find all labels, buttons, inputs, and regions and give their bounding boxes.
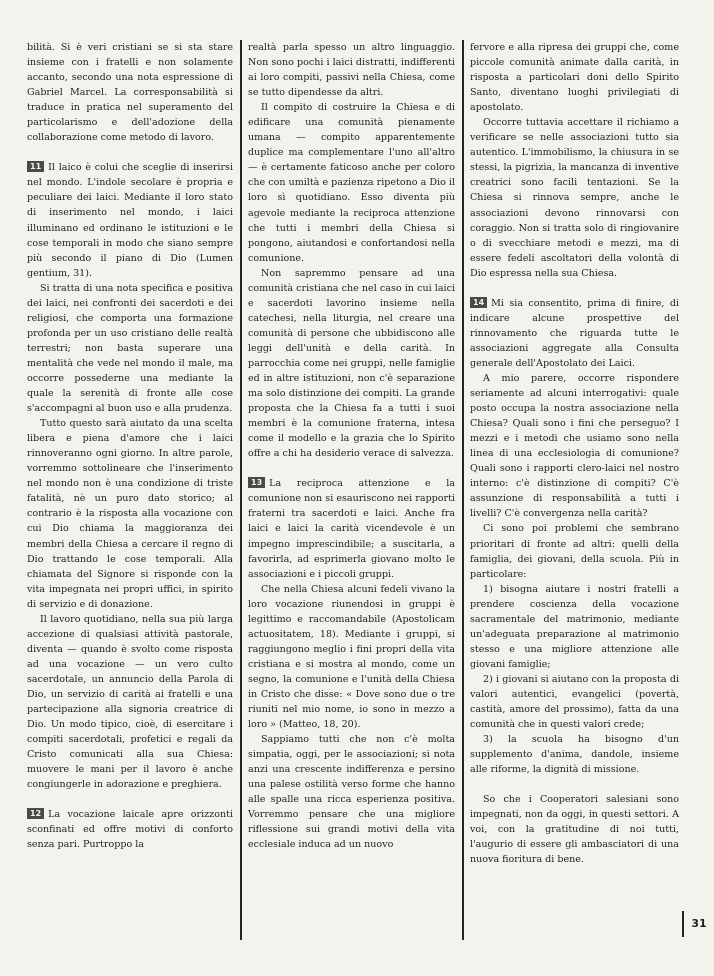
section-11-text: Il laico è colui che sceglie di inserirsi nel mondo. L'indole secolare è propria e peculiare dei laici. Mediante il loro stato di inserimento nel mondo, i laici illuminano ed ordinano le istituzioni e le cose temporali in modo che siano sempre più secondo il piano di Dio (Lumen gentium, 31). <box>27 162 233 279</box>
section-14 <box>470 296 679 371</box>
paragraph: Ci sono poi problemi che sembrano prioritari di fronte ad altri: quelli della famiglia, dei giovani, della scuola. Più in particolare: <box>470 523 679 580</box>
paragraph: fervore e alla ripresa dei gruppi che, come piccole comunità animate dalla carità, in risposta a particolari doni dello Spirito Santo, diventano luoghi privilegiati di apostolato. <box>470 42 679 114</box>
section-number-badge: 13 <box>248 477 265 488</box>
page-number: 31 <box>682 911 714 937</box>
section-12-text: La vocazione laicale apre orizzonti sconfinati ed offre motivi di conforto senza pari. Purtroppo la <box>27 809 233 851</box>
paragraph: Si tratta di una nota specifica e positiva dei laici, nei confronti dei sacerdoti e dei religiosi, che comporta una formazione profonda per un uso cristiano delle realtà terrestri; non basta superare una mentalità che vede nel mondo il male, ma occorre possederne una mediante la quale la serenità di fronte alle cose s'accompagni al buon uso e alla prudenza. <box>27 282 233 415</box>
numbered-list <box>470 582 679 778</box>
list-item: 3) la scuola ha bisogno d'un supplemento d'anima, dandole, insieme alle riforme, la dignità di missione. <box>470 734 679 776</box>
paragraph: Tutto questo sarà aiutato da una scelta libera e piena d'amore che i laici rinnoveranno ogni giorno. In altre parole, vorremmo sottolineare che l'inserimento nel mondo non è una condizione di triste fatalità, nè un puro dato storico; al contrario è la risposta alla vocazione con cui Dio chiama la maggioranza dei membri della Chiesa a cercare il regno di Dio trattando le cose temporali. Alla chiamata del Signore si risponde con la vita impegnata nei propri uffici, in spirito di servizio e di donazione. <box>27 418 233 610</box>
text-column-3 <box>470 40 679 867</box>
text-column-1 <box>27 40 233 852</box>
paragraph: Occorre tuttavia accettare il richiamo a verificare se nelle associazioni tutto sia autentico. L'immobilismo, la chiusura in se stessi, la pigrizia, la mancanza di inventive creatrici sono facili tentazioni. Se la Chiesa si rinnova sempre, anche le associazioni devono rinnovarsi con coraggio. Non si tratta solo di ringiovanire o di svecchiare metodi e mezzi, ma di essere fedeli ascoltatori della volontà di Dio espressa nella sua Chiesa. <box>470 117 679 279</box>
paragraph: Che nella Chiesa alcuni fedeli vivano la loro vocazione riunendosi in gruppi è legittimo e raccomandabile (Apostolicam actuositatem, 18). Mediante i gruppi, si raggiungono meglio i fini propri della vita cristiana e si mostra al mondo, come un segno, la comunione e l'unità della Chiesa in Cristo che disse: « Dove sono due o tre riuniti nel mio nome, io sono in mezzo a loro » (Matteo, 18, 20). <box>248 583 455 731</box>
text-column-2 <box>248 40 455 852</box>
paragraph: Il compito di costruire la Chiesa e di edificare una comunità pienamente umana — compito apparentemente duplice ma complementare l'uno all'altro — è certamente faticoso anche per coloro che con umiltà e pazienza ripetono a Dio il loro sì quotidiano. Esso diventa più agevole mediante la reciproca attenzione che tutti i membri della Chiesa si pongono, aiutandosi e confortandosi nella comunione. <box>248 102 455 264</box>
section-13-text: La reciproca attenzione e la comunione non si esauriscono nei rapporti fraterni tra sacerdoti e laici. Anche fra laici e laici la carità vicendevole è un impegno imprescindibile; a suscitarla, a favorirla, ad esprimerla giovano molto le associazioni e i piccoli gruppi. <box>248 478 455 580</box>
paragraph: A mio parere, occorre rispondere seriamente ad alcuni interrogativi: quale posto occupa la nostra associazione nella Chiesa? Quali sono i fini che perseguo? I mezzi e i metodi che usiamo sono nella linea di una ecclesiologia di comunione? Quali sono i rapporti clero-laici nel nostro interno: c'è distinzione di compiti? C'è assunzione di responsabilità a tutti i livelli? C'è convergenza nella carità? <box>470 372 679 520</box>
closing-paragraph: So che i Cooperatori salesiani sono impegnati, non da oggi, in questi settori. A voi, con la gratitudine di noi tutti, l'augurio di essere gli ambasciatori di una nuova fioritura di bene. <box>470 794 679 866</box>
column-divider <box>462 40 464 940</box>
section-number-badge: 12 <box>27 808 44 819</box>
section-13 <box>248 476 455 581</box>
list-item: 2) i giovani si aiutano con la proposta di valori autentici, evangelici (povertà, castità, amore del prossimo), fatta da una comunità che in questi valori crede; <box>470 673 679 731</box>
section-11 <box>27 160 233 280</box>
paragraph: Il lavoro quotidiano, nella sua più larga accezione di qualsiasi attività pastorale, diventa — quando è svolto come risposta ad una vocazione — un vero culto sacerdotale, un annuncio della Parola di Dio, un servizio di carità ai fratelli e una partecipazione alla signoria creatrice di Dio. Un modo tipico, cioè, di esercitare i compiti sacerdotali, profetici e regali da Cristo comunicati alla sua Chiesa: muovere le mani per il lavoro è anche congiungerle in adorazione e preghiera. <box>27 613 233 791</box>
section-number-badge: 11 <box>27 161 44 172</box>
section-12 <box>27 807 233 852</box>
section-number-badge: 14 <box>470 297 487 308</box>
list-item: 1) bisogna aiutare i nostri fratelli a prendere coscienza della vocazione sacramentale del matrimonio, mediante un'adeguata preparazione al matrimonio stesso e una migliore attenzione alle giovani famiglie; <box>470 583 679 670</box>
paragraph: realtà parla spesso un altro linguaggio. Non sono pochi i laici distratti, indifferenti ai loro compiti, passivi nella Chiesa, come se tutto dipendesse da altri. <box>248 42 455 99</box>
paragraph: Non sapremmo pensare ad una comunità cristiana che nel caso in cui laici e sacerdoti lavorino insieme nella catechesi, nella liturgia, nel creare una comunità di persone che ubbidiscono alle leggi dell'unità e della carità. In parrocchia come nei gruppi, nelle famiglie ed in altre istituzioni, non c'è separazione ma solo distinzione dei compiti. La grande proposta che la Chiesa fa a tutti i suoi membri è la comunione fraterna, intesa come il modello e la grazia che lo Spirito offre a chi ha desiderio verace di salvezza. <box>248 267 455 460</box>
paragraph: Sappiamo tutti che non c'è molta simpatia, oggi, per le associazioni; si nota anzi una crescente indifferenza e persino una palese ostilità verso forme che hanno alle spalle una ricca esperienza positiva. Vorremmo pensare che una migliore riflessione sui grandi motivi della vita ecclesiale induca ad un nuovo <box>248 734 455 851</box>
paragraph: bilità. Si è veri cristiani se si sta stare insieme con i fratelli e non solamente accanto, secondo una nota espressione di Gabriel Marcel. La corresponsabilità si traduce in pratica nel superamento del particolarismo e dell'adozione della collaborazione come metodo di lavoro. <box>27 42 233 144</box>
section-14-text: Mi sia consentito, prima di finire, di indicare alcune prospettive del rinnovamento che riguarda tutte le associazioni aggregate alla Consulta generale dell'Apostolato dei Laici. <box>470 297 679 369</box>
column-divider <box>240 40 242 940</box>
